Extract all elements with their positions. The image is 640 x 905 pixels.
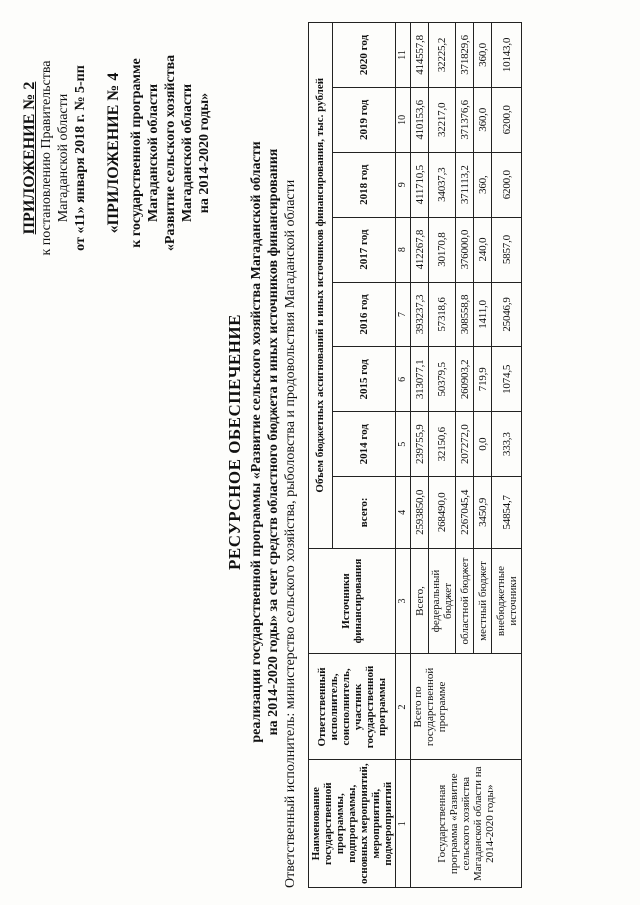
value-cell: 2593850,0 [411, 477, 429, 548]
title-sub: реализации государственной программы «Развитие сельского хозяйства Магаданской области [249, 141, 264, 743]
value-cell: 240,0 [474, 217, 492, 282]
value-cell: 32217,0 [429, 87, 456, 152]
appendix-4-heading: «ПРИЛОЖЕНИЕ № 4 [105, 72, 122, 234]
column-number: 3 [396, 548, 411, 654]
title-sub: на 2014-2020 годы» за счет средств областного бюджета и иных источников финансирования [266, 148, 281, 736]
appendix-4-line: на 2014-2020 годы» [197, 92, 212, 214]
appendix-4-line: Магаданской области [146, 83, 161, 223]
column-number: 11 [396, 23, 411, 88]
appendix-4-line: «Развитие сельского хозяйства [163, 54, 178, 252]
value-cell: 1411,0 [474, 282, 492, 347]
document-title [225, 112, 282, 772]
value-cell: 32150,6 [429, 412, 456, 477]
table-row [411, 23, 429, 888]
appendix-2-heading: ПРИЛОЖЕНИЕ № 2 [21, 81, 38, 235]
document-sheet [15, 12, 625, 892]
executor-cell: Всего по государственной программе [411, 654, 522, 760]
value-cell: 239755,9 [411, 412, 429, 477]
value-cell: 57318,6 [429, 282, 456, 347]
value-cell: 360,0 [474, 87, 492, 152]
header-program-name: Наименование государственной программы, подпрограммы, основных мероприятий, мероприятий, подмероприятий [309, 760, 396, 888]
column-number: 4 [396, 477, 411, 548]
column-number: 1 [396, 760, 411, 888]
header-total: всего: [332, 477, 395, 548]
column-number-row [396, 23, 411, 888]
resource-table [308, 22, 522, 888]
value-cell: 333,3 [492, 412, 522, 477]
value-cell: 393237,3 [411, 282, 429, 347]
value-cell: 410153,6 [411, 87, 429, 152]
value-cell: 360, [474, 152, 492, 217]
header-year: 2016 год [332, 282, 395, 347]
header-year: 2018 год [332, 152, 395, 217]
value-cell: 1074,5 [492, 347, 522, 412]
value-cell: 411710,5 [411, 152, 429, 217]
value-cell: 34037,3 [429, 152, 456, 217]
value-cell: 5857,0 [492, 217, 522, 282]
header-volume: Объем бюджетных ассигнований и иных источников финансирования, тыс. рублей [309, 23, 333, 549]
column-number: 10 [396, 87, 411, 152]
source-cell: федеральный бюджет [429, 548, 456, 654]
value-cell: 25046,9 [492, 282, 522, 347]
appendix-4-block [105, 24, 213, 282]
value-cell: 54854,7 [492, 477, 522, 548]
value-cell: 30170,8 [429, 217, 456, 282]
appendix-4-line: Магаданской области [180, 83, 195, 223]
value-cell: 268490,0 [429, 477, 456, 548]
source-cell: областной бюджет [456, 548, 474, 654]
value-cell: 376000,0 [456, 217, 474, 282]
appendix-4-line: к государственной программе [129, 58, 144, 248]
appendix-2-line: к постановлению Правительства [39, 60, 54, 256]
value-cell: 2267045,4 [456, 477, 474, 548]
header-year: 2014 год [332, 412, 395, 477]
value-cell: 313077,1 [411, 347, 429, 412]
header-year: 2020 год [332, 23, 395, 88]
value-cell: 6200,0 [492, 152, 522, 217]
value-cell: 50379,5 [429, 347, 456, 412]
value-cell: 719,9 [474, 347, 492, 412]
column-number: 5 [396, 412, 411, 477]
title-main: РЕСУРСНОЕ ОБЕСПЕЧЕНИЕ [225, 314, 244, 570]
appendix-2-line: Магаданской области [56, 93, 71, 223]
source-cell: Всего, [411, 548, 429, 654]
header-year: 2015 год [332, 347, 395, 412]
value-cell: 412267,8 [411, 217, 429, 282]
source-cell: местный бюджет [474, 548, 492, 654]
value-cell: 3450,9 [474, 477, 492, 548]
value-cell: 371113,2 [456, 152, 474, 217]
value-cell: 308558,8 [456, 282, 474, 347]
column-number: 9 [396, 152, 411, 217]
responsible-executor-line: Ответственный исполнитель: министерство сельского хозяйства, рыболовства и продовольствия Магаданской области [283, 179, 298, 888]
column-number: 7 [396, 282, 411, 347]
value-cell: 10143,0 [492, 23, 522, 88]
header-executor: Ответственный исполнитель, соисполнитель, участник государственной программы [309, 654, 396, 760]
header-year: 2017 год [332, 217, 395, 282]
value-cell: 260903,2 [456, 347, 474, 412]
program-name-cell: Государственная программа «Развитие сельского хозяйства Магаданской области на 2014-2020 годы» [411, 760, 522, 888]
column-number: 6 [396, 347, 411, 412]
column-number: 8 [396, 217, 411, 282]
value-cell: 32225,2 [429, 23, 456, 88]
appendix-2-block [21, 24, 89, 292]
appendix-2-line: от «11» января 2018 г. № 5-пп [73, 65, 88, 251]
value-cell: 360,0 [474, 23, 492, 88]
value-cell: 371829,6 [456, 23, 474, 88]
header-source: Источники финансирования [309, 548, 396, 654]
source-cell: внебюджетные источники [492, 548, 522, 654]
value-cell: 414557,8 [411, 23, 429, 88]
header-year: 2019 год [332, 87, 395, 152]
value-cell: 6200,0 [492, 87, 522, 152]
value-cell: 0,0 [474, 412, 492, 477]
value-cell: 207272,0 [456, 412, 474, 477]
value-cell: 371376,6 [456, 87, 474, 152]
column-number: 2 [396, 654, 411, 760]
